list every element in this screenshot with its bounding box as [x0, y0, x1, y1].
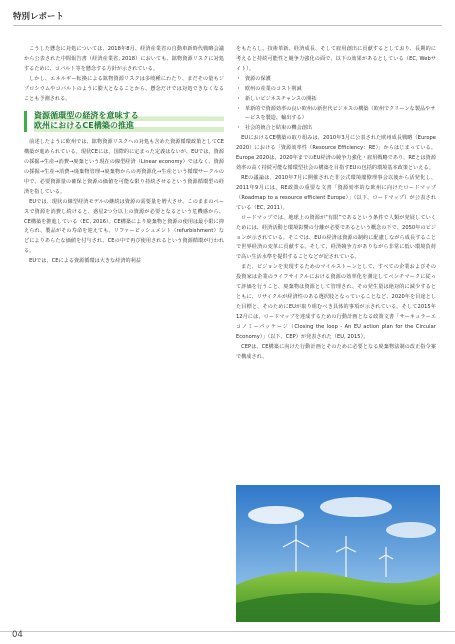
- wind-farm-illustration: [236, 485, 440, 622]
- body-paragraph: ロードマップでは、地球上の資源が“有限”であるという条件で人類が発展していくためには、経済活動と環境影響の分離が必要であるという概念の下で、2050年のビジョンが示されている。そこでは、EUの経済は資源の制約に配慮しながら成長することで世界経済の変革に貢献する。そして、経済競争力がありながら非常に低い環境負荷で高い生活水準を提供することなどが記されている。: [236, 214, 436, 261]
- benefit-list: [236, 75, 436, 135]
- body-paragraph: また、ビジョンを実現するためのマイルストーンとして、すべての企業およびその投資家は企業のライフサイクルにおける資源の効率化を測定してベンチマークに従って評価を行うこと、廃棄物は資源として管理され、その発生量は絶対的に減少するとともに、リサイクルが経済性のある選択肢となっていることなど、2020年を目途とした目標と、そのためにEUが取り組むべき具体的事項が示されている。そして2015年12月には、ロードマップを達成するための行動計画となる政策文書「サーキュラーエコノミーパッケージ（Closing the loop - An EU action plan for the Circular Economy）」（以下、CEP）が発表された（EU, 2015）。: [236, 264, 436, 340]
- heading-line: 欧州におけるCE構築の推進: [34, 121, 224, 132]
- body-paragraph: しかし、エネルギー転換による鉱物資源リスクは多岐種にわたり、まだその量もジプロシウムやコバルトのように膨大となることから、懸念だけでは対処できなくなることも予測される。: [24, 75, 224, 102]
- right-column: [236, 45, 436, 363]
- footer-rule: [0, 631, 455, 632]
- landscape-photo: [236, 485, 440, 622]
- heading-accent-bar: [24, 111, 27, 133]
- body-paragraph: 前述したように欧州では、鉱物資源リスクへの対処も含めた資源循環政策としてCE構築が進められている。現状CEには、国際的に定まった定義はないが、EUでは、資源の採掘→生産→消費→廃棄という現在の線型経済（Linear economy）ではなく、資源の採掘→生産→消費→廃棄物管理→廃棄物からの再資源化→生産という循環サークルの中で、必要資源量の確保と資源の価値を可能な限り持続させるという資源循環型の経済を指している。: [24, 139, 224, 195]
- list-item: ・ 欧州の産業のコスト削減: [238, 85, 436, 95]
- header-rule: [13, 25, 442, 26]
- list-item: ・ 社会的統合と結束の機会創出: [238, 124, 436, 134]
- page-header: [0, 0, 455, 34]
- body-paragraph: REの議論は、2010年7月に開催された非公式環境閣僚理事会以後から活発化し、2011年9月には、RE政策の重要な文書「資源効率的な欧州に向けたロードマップ（Roadmap to a resource efficient Europe）」（以下、ロードマップ）が公表されている（EC, 2011）。: [236, 174, 436, 211]
- page-number: 04: [12, 630, 23, 640]
- section-label: 特別レポート: [13, 12, 65, 22]
- body-paragraph: EUでは、現状の線型経済モデルの継続は資源の需要量を増大させ、このままのペースで資源を消費し続けると、惑星2つ分以上の資源が必要となるという危機感から、CE構築を推進している（EC, 2016）。CE構築により廃棄物と資源の使用は最小限に抑えられ、製品がその寿命を迎えても、リファービッシュメント（refurbishment）などによりあらたな価値を付与され、CEの中で再び使用されるという資源循環が行われる。: [24, 198, 224, 255]
- heading-line: 資源循環型の経済を意味する: [34, 111, 224, 122]
- list-item: ・ 新しいビジネスチャンスの開拓: [238, 95, 436, 105]
- body-paragraph: をもたらし、技術革新、経済成長、そして雇用創出に貢献するとしており、長期的に考えると持続可能性と競争力強化の面で、以下の効果があるとしている（EC, Webサイト）。: [236, 46, 436, 72]
- body-paragraph: こうした懸念に対処については、2018年8月、経済産業省の自動車新時代戦略会議から公表された中間報告書（経済産業省, 2018）においても、鉱物資源リスクに対処するために、コバルト等を懸念する方針が示されている。: [24, 46, 224, 72]
- body-paragraph: EUにおけるCE構築の取り組みは、2010年3月に公表された欧州成長戦略（Europe 2020）における「資源効率性（Resource Efficiency：RE）」からはじまっている。Europe 2020は、2020年までのEU経済の競争力強化・雇用戦略であり、REとは資源効率の高く持続可能な循環型社会の構築を目指すEUの包括的環境基本政策といえる。: [236, 135, 436, 172]
- body-paragraph: CEPは、CE構築に向けた行動計画とそのために必要となる廃棄物法制の改正指令案で構成され、: [236, 343, 436, 360]
- left-column: [24, 45, 224, 267]
- section-heading: [24, 111, 224, 133]
- body-paragraph: EUでは、CEによる資源循環は大きな経済的利益: [29, 258, 141, 265]
- list-item: ・ 革新的で資源効率の良い欧州の新世代ビジネスの構築（欧州でクリーンな製品やサービスを製造、輸出する）: [238, 105, 436, 125]
- list-item: ・ 資源の保護: [238, 75, 436, 85]
